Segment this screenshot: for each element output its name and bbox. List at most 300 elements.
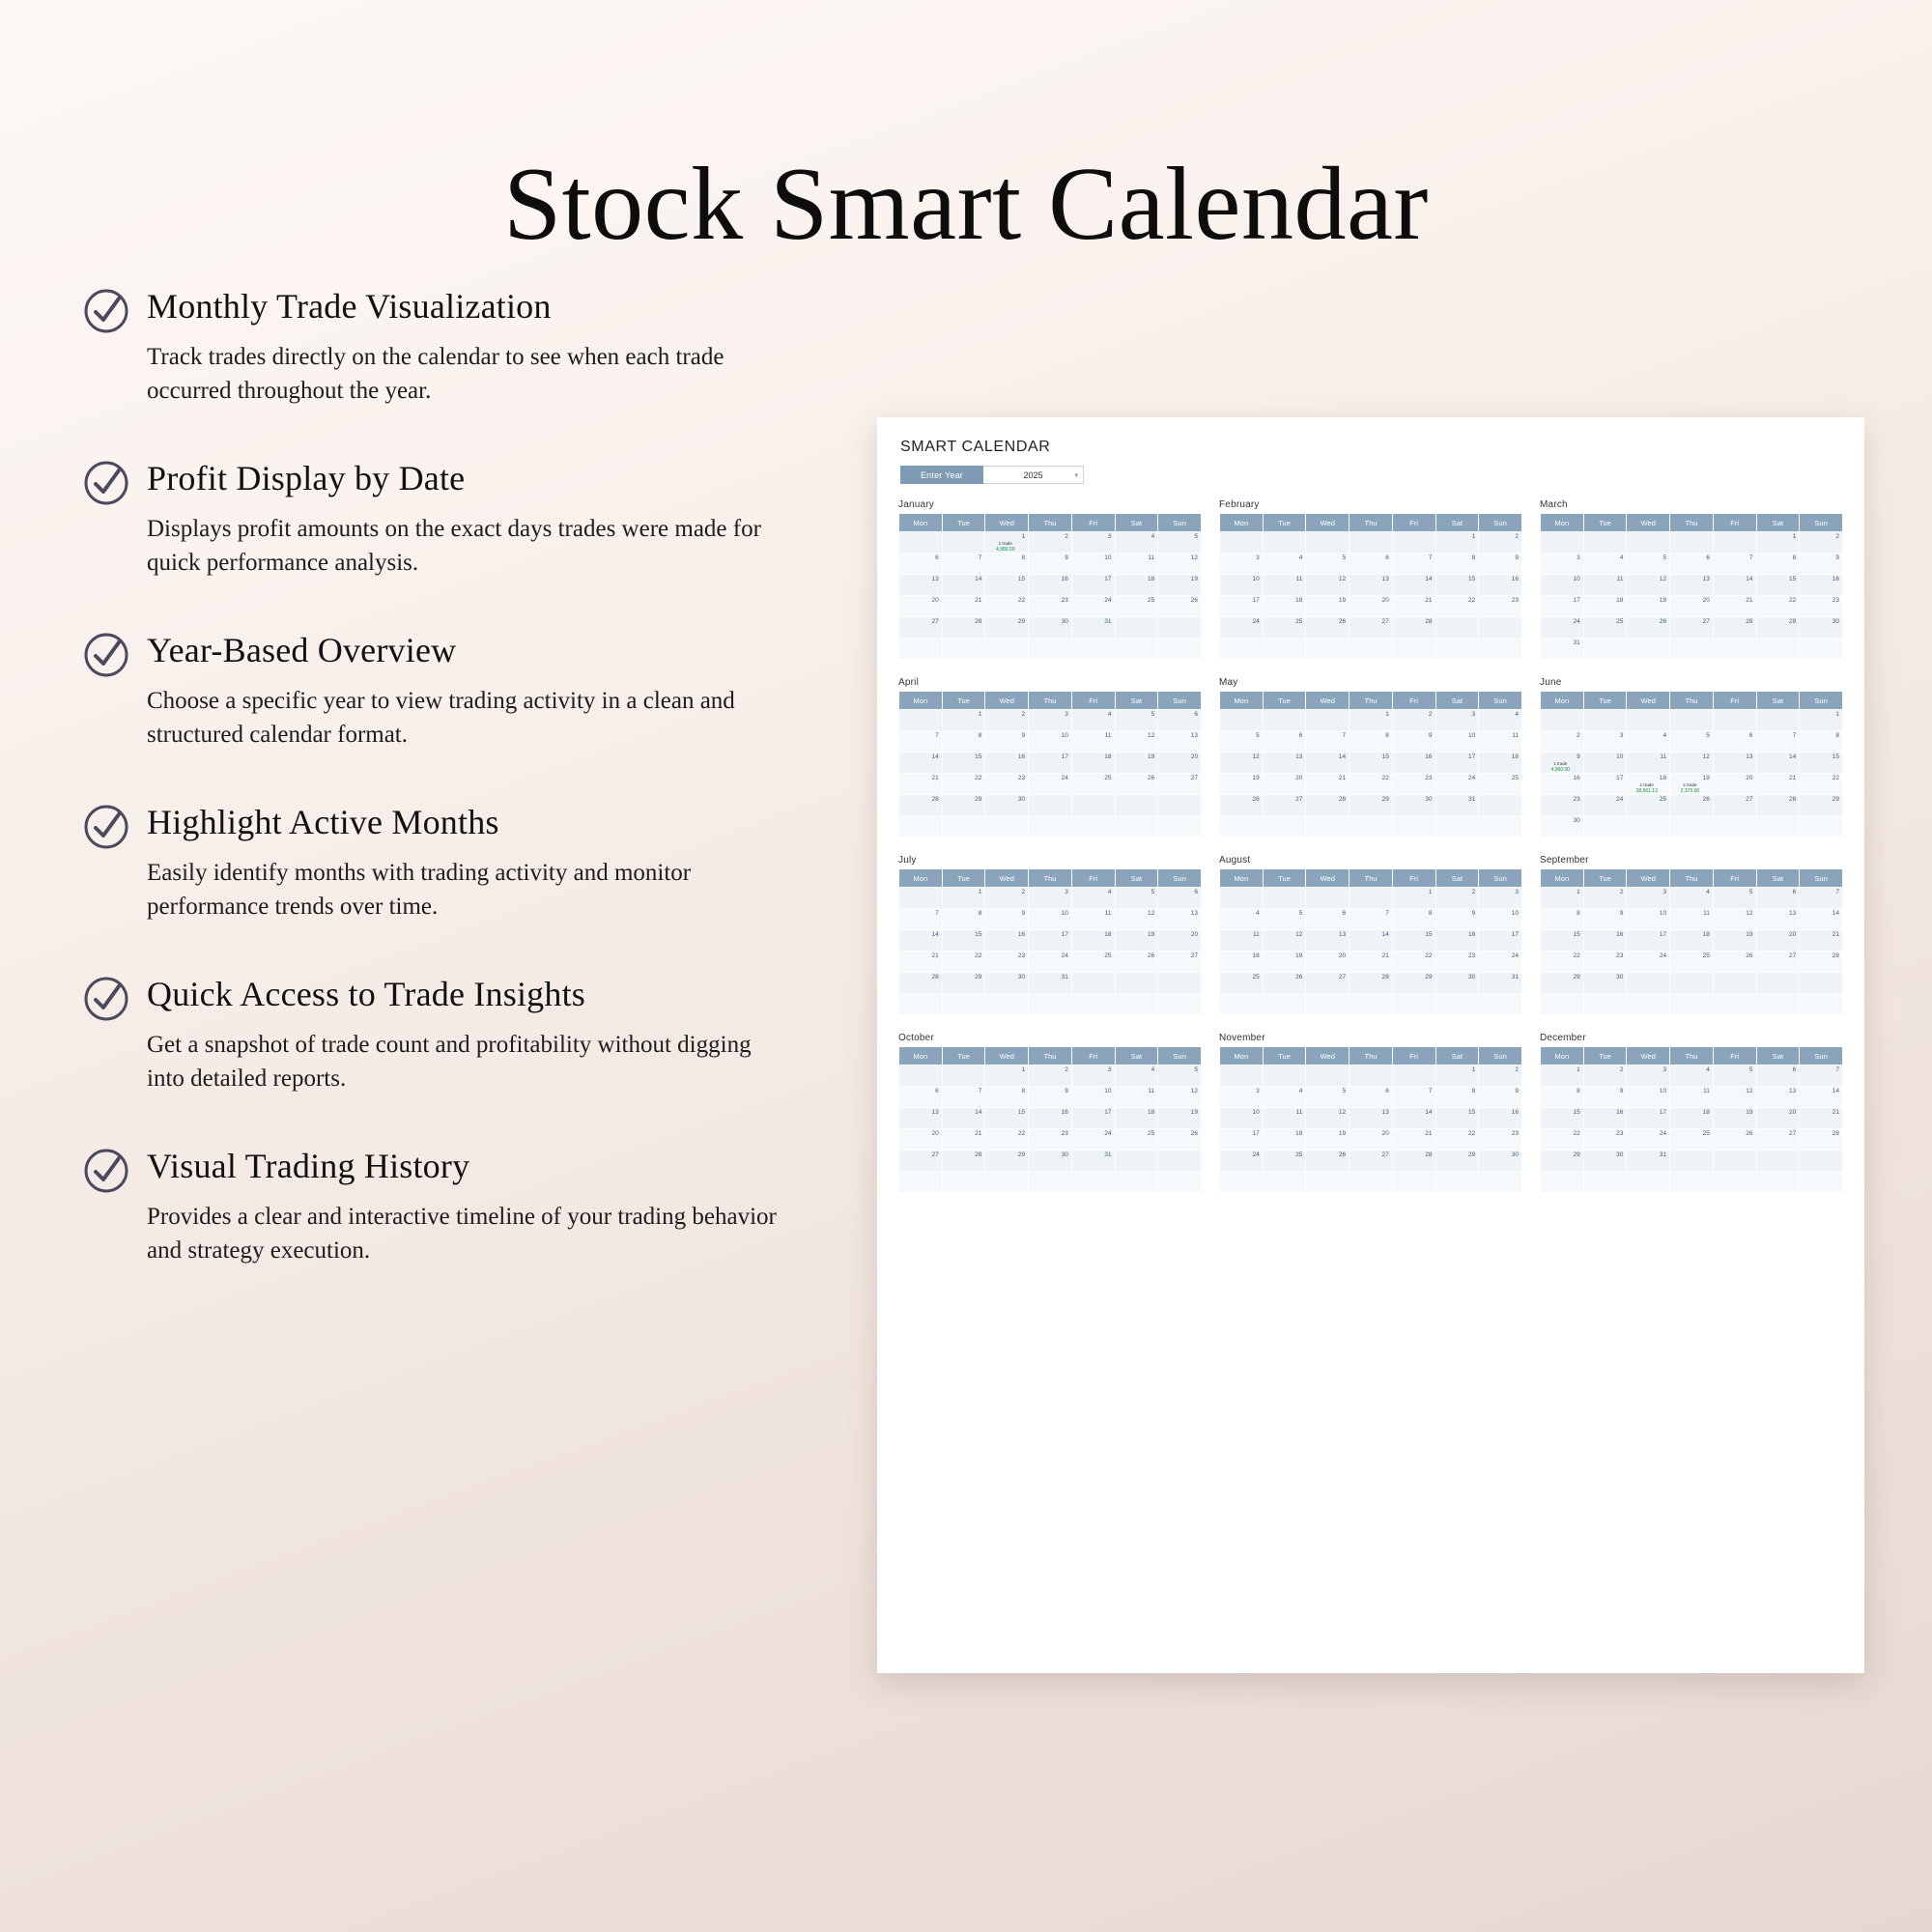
calendar-day-cell[interactable] (1263, 617, 1306, 639)
calendar-day-cell[interactable] (1583, 930, 1627, 952)
calendar-day-cell[interactable] (1220, 795, 1264, 816)
calendar-day-cell[interactable] (1263, 973, 1306, 994)
calendar-day-cell[interactable] (899, 575, 943, 596)
calendar-day-cell[interactable] (1756, 774, 1800, 795)
calendar-day-cell[interactable] (1029, 888, 1072, 909)
calendar-day-cell[interactable] (942, 888, 985, 909)
calendar-day-cell[interactable] (985, 596, 1029, 617)
calendar-day-cell[interactable] (985, 973, 1029, 994)
calendar-day-cell[interactable] (1583, 1087, 1627, 1108)
calendar-day-cell[interactable] (1029, 774, 1072, 795)
calendar-day-cell[interactable] (985, 753, 1029, 774)
calendar-day-cell[interactable] (1263, 1151, 1306, 1172)
calendar-day-cell[interactable] (1435, 774, 1479, 795)
calendar-day-cell[interactable] (1627, 1129, 1670, 1151)
calendar-day-cell[interactable] (1756, 1108, 1800, 1129)
calendar-day-cell[interactable] (985, 1065, 1029, 1087)
calendar-day-cell[interactable] (1350, 575, 1393, 596)
calendar-day-cell[interactable] (1435, 930, 1479, 952)
calendar-day-cell[interactable] (1158, 575, 1202, 596)
calendar-day-cell[interactable] (1029, 710, 1072, 731)
calendar-day-cell[interactable] (1541, 1151, 1584, 1172)
calendar-day-cell[interactable] (1029, 731, 1072, 753)
calendar-day-cell[interactable] (1541, 816, 1584, 838)
calendar-day-cell[interactable] (1392, 1129, 1435, 1151)
calendar-day-cell[interactable] (1713, 554, 1756, 575)
calendar-day-cell[interactable] (1541, 554, 1584, 575)
calendar-day-cell[interactable] (899, 1151, 943, 1172)
calendar-day-cell[interactable] (1071, 617, 1115, 639)
calendar-day-cell[interactable] (1541, 973, 1584, 994)
calendar-day-cell[interactable] (1158, 532, 1202, 554)
calendar-day-cell[interactable] (1670, 1087, 1714, 1108)
calendar-day-cell[interactable] (1627, 596, 1670, 617)
calendar-day-cell[interactable] (1071, 888, 1115, 909)
calendar-day-cell[interactable] (1029, 1065, 1072, 1087)
calendar-day-cell[interactable] (1220, 973, 1264, 994)
calendar-day-cell[interactable] (1115, 710, 1158, 731)
calendar-day-cell[interactable] (942, 1129, 985, 1151)
calendar-day-cell[interactable] (1541, 596, 1584, 617)
calendar-day-cell[interactable] (1435, 532, 1479, 554)
calendar-day-cell[interactable] (1220, 575, 1264, 596)
calendar-day-cell[interactable] (1071, 774, 1115, 795)
year-input[interactable] (983, 466, 1084, 484)
calendar-day-cell[interactable] (1756, 575, 1800, 596)
calendar-day-cell[interactable] (1263, 795, 1306, 816)
calendar-day-cell[interactable] (1800, 554, 1843, 575)
calendar-day-cell[interactable] (1029, 930, 1072, 952)
calendar-day-cell[interactable] (1627, 575, 1670, 596)
calendar-day-cell[interactable] (1479, 1151, 1522, 1172)
calendar-day-cell[interactable] (1392, 909, 1435, 930)
calendar-day-cell[interactable] (1029, 554, 1072, 575)
calendar-day-cell[interactable] (1583, 795, 1627, 816)
calendar-day-cell[interactable] (1306, 774, 1350, 795)
calendar-day-cell[interactable] (1392, 596, 1435, 617)
calendar-day-cell[interactable] (1583, 888, 1627, 909)
calendar-day-cell[interactable] (1158, 930, 1202, 952)
calendar-day-cell[interactable] (1800, 1108, 1843, 1129)
calendar-day-cell[interactable] (1583, 731, 1627, 753)
calendar-day-cell[interactable] (1115, 774, 1158, 795)
calendar-day-cell[interactable] (1713, 952, 1756, 973)
calendar-day-cell[interactable] (1435, 554, 1479, 575)
calendar-day-cell[interactable] (1800, 1065, 1843, 1087)
calendar-day-cell[interactable] (1029, 1129, 1072, 1151)
calendar-day-cell[interactable] (1583, 1151, 1627, 1172)
calendar-day-cell[interactable] (1756, 1087, 1800, 1108)
calendar-day-cell[interactable] (1115, 1129, 1158, 1151)
calendar-day-cell[interactable] (1627, 1065, 1670, 1087)
calendar-day-cell[interactable] (1435, 1129, 1479, 1151)
calendar-day-cell[interactable] (1670, 554, 1714, 575)
calendar-day-cell[interactable] (1479, 1087, 1522, 1108)
calendar-day-cell[interactable] (1115, 888, 1158, 909)
calendar-day-cell[interactable] (942, 617, 985, 639)
calendar-day-cell[interactable] (1479, 532, 1522, 554)
calendar-day-cell[interactable] (1670, 731, 1714, 753)
calendar-day-cell[interactable] (1263, 1129, 1306, 1151)
calendar-day-cell[interactable] (1220, 952, 1264, 973)
calendar-day-cell[interactable] (1670, 1108, 1714, 1129)
calendar-day-cell[interactable] (985, 1087, 1029, 1108)
calendar-day-cell[interactable] (1479, 774, 1522, 795)
calendar-day-cell[interactable] (1115, 596, 1158, 617)
calendar-day-cell[interactable] (899, 617, 943, 639)
calendar-day-cell[interactable] (1435, 710, 1479, 731)
calendar-day-cell[interactable] (1158, 1129, 1202, 1151)
calendar-day-cell[interactable] (1583, 952, 1627, 973)
calendar-day-cell[interactable] (1158, 888, 1202, 909)
calendar-day-cell[interactable] (1392, 753, 1435, 774)
calendar-day-cell[interactable] (1158, 753, 1202, 774)
calendar-day-cell[interactable] (1670, 1065, 1714, 1087)
calendar-day-cell[interactable] (1029, 532, 1072, 554)
calendar-day-cell[interactable] (1800, 909, 1843, 930)
calendar-day-cell[interactable] (899, 952, 943, 973)
calendar-day-cell[interactable] (1306, 596, 1350, 617)
calendar-day-cell[interactable] (1220, 1151, 1264, 1172)
calendar-day-cell[interactable] (1158, 909, 1202, 930)
calendar-day-cell[interactable] (1435, 575, 1479, 596)
calendar-day-cell[interactable] (1756, 596, 1800, 617)
calendar-day-cell[interactable] (1800, 731, 1843, 753)
calendar-day-cell[interactable] (1071, 532, 1115, 554)
calendar-day-cell[interactable] (1158, 554, 1202, 575)
calendar-day-cell[interactable] (1350, 617, 1393, 639)
calendar-day-cell[interactable] (1435, 795, 1479, 816)
calendar-day-cell[interactable] (1435, 952, 1479, 973)
calendar-day-cell[interactable] (1306, 909, 1350, 930)
calendar-day-cell[interactable] (1220, 774, 1264, 795)
calendar-day-cell[interactable] (1756, 753, 1800, 774)
calendar-day-cell[interactable] (1627, 952, 1670, 973)
calendar-day-cell[interactable] (1306, 1108, 1350, 1129)
calendar-day-cell[interactable] (1583, 554, 1627, 575)
calendar-day-cell[interactable] (1392, 795, 1435, 816)
calendar-day-cell[interactable] (1350, 952, 1393, 973)
calendar-day-cell[interactable] (1627, 1087, 1670, 1108)
calendar-day-cell[interactable] (1670, 753, 1714, 774)
calendar-day-cell[interactable] (1392, 1151, 1435, 1172)
calendar-day-cell[interactable] (1029, 596, 1072, 617)
calendar-day-cell[interactable] (1800, 795, 1843, 816)
calendar-day-cell[interactable] (1306, 753, 1350, 774)
calendar-day-cell[interactable] (1756, 952, 1800, 973)
calendar-day-cell[interactable] (1800, 930, 1843, 952)
calendar-day-cell[interactable] (1627, 554, 1670, 575)
calendar-day-cell[interactable] (1627, 909, 1670, 930)
calendar-day-cell[interactable] (899, 1129, 943, 1151)
calendar-day-cell[interactable] (1800, 1087, 1843, 1108)
calendar-day-cell[interactable] (942, 710, 985, 731)
calendar-day-cell[interactable] (1435, 1151, 1479, 1172)
calendar-day-cell[interactable] (1350, 753, 1393, 774)
calendar-day-cell[interactable] (1435, 753, 1479, 774)
calendar-day-cell[interactable] (942, 575, 985, 596)
calendar-day-cell[interactable] (942, 909, 985, 930)
calendar-day-cell[interactable] (1479, 753, 1522, 774)
calendar-day-cell[interactable] (1670, 596, 1714, 617)
calendar-day-cell[interactable] (899, 973, 943, 994)
calendar-day-cell[interactable] (1541, 952, 1584, 973)
calendar-day-cell[interactable] (1583, 1065, 1627, 1087)
calendar-day-cell[interactable] (1220, 753, 1264, 774)
calendar-day-cell[interactable] (942, 952, 985, 973)
calendar-day-cell[interactable] (1306, 1087, 1350, 1108)
calendar-day-cell[interactable] (1670, 774, 1714, 795)
calendar-day-cell[interactable] (1350, 554, 1393, 575)
calendar-day-cell[interactable] (1670, 795, 1714, 816)
calendar-day-cell[interactable] (942, 554, 985, 575)
calendar-day-cell[interactable] (1541, 795, 1584, 816)
calendar-day-cell[interactable] (1756, 1065, 1800, 1087)
calendar-day-cell[interactable] (1435, 1087, 1479, 1108)
calendar-day-cell[interactable] (1713, 930, 1756, 952)
calendar-day-cell[interactable] (1713, 1129, 1756, 1151)
calendar-day-cell[interactable] (1670, 909, 1714, 930)
calendar-day-cell[interactable] (1350, 1151, 1393, 1172)
calendar-day-cell[interactable] (1479, 1129, 1522, 1151)
calendar-day-cell[interactable] (1713, 888, 1756, 909)
calendar-day-cell[interactable] (1541, 774, 1584, 795)
calendar-day-cell[interactable] (1306, 1129, 1350, 1151)
calendar-day-cell[interactable] (1800, 532, 1843, 554)
calendar-day-cell[interactable] (1306, 795, 1350, 816)
calendar-day-cell[interactable] (1115, 1087, 1158, 1108)
calendar-day-cell[interactable] (985, 1108, 1029, 1129)
calendar-day-cell[interactable] (1263, 575, 1306, 596)
calendar-day-cell[interactable] (985, 952, 1029, 973)
calendar-day-cell[interactable] (1071, 554, 1115, 575)
calendar-day-cell[interactable] (1071, 731, 1115, 753)
calendar-day-cell[interactable] (1220, 731, 1264, 753)
calendar-day-cell[interactable] (1263, 753, 1306, 774)
calendar-day-cell[interactable] (1479, 575, 1522, 596)
calendar-day-cell[interactable] (1713, 596, 1756, 617)
calendar-day-cell[interactable] (1479, 888, 1522, 909)
calendar-day-cell[interactable] (1670, 575, 1714, 596)
calendar-day-cell[interactable] (1115, 1065, 1158, 1087)
calendar-day-cell[interactable] (1541, 1065, 1584, 1087)
calendar-day-cell[interactable] (1350, 1129, 1393, 1151)
calendar-day-cell[interactable] (1392, 575, 1435, 596)
calendar-day-cell[interactable] (1583, 973, 1627, 994)
calendar-day-cell[interactable] (1435, 596, 1479, 617)
calendar-day-cell[interactable] (1627, 731, 1670, 753)
calendar-day-cell[interactable] (1756, 888, 1800, 909)
calendar-day-cell[interactable] (1071, 1108, 1115, 1129)
calendar-day-cell[interactable] (1541, 1108, 1584, 1129)
calendar-day-cell[interactable] (1713, 795, 1756, 816)
calendar-day-cell[interactable] (1627, 1108, 1670, 1129)
calendar-day-cell[interactable] (1263, 554, 1306, 575)
calendar-day-cell[interactable] (1220, 1129, 1264, 1151)
calendar-day-cell[interactable] (1392, 888, 1435, 909)
calendar-day-cell[interactable] (1670, 930, 1714, 952)
calendar-day-cell[interactable] (1479, 596, 1522, 617)
calendar-day-cell[interactable] (1541, 639, 1584, 660)
calendar-day-cell[interactable] (1071, 909, 1115, 930)
calendar-day-cell[interactable] (899, 1087, 943, 1108)
calendar-day-cell[interactable] (1158, 731, 1202, 753)
calendar-day-cell[interactable] (1029, 909, 1072, 930)
calendar-day-cell[interactable] (1435, 973, 1479, 994)
calendar-day-cell[interactable] (1158, 596, 1202, 617)
calendar-day-cell[interactable] (1350, 1108, 1393, 1129)
calendar-day-cell[interactable] (1115, 532, 1158, 554)
calendar-day-cell[interactable] (1115, 952, 1158, 973)
calendar-day-cell[interactable] (1350, 731, 1393, 753)
calendar-day-cell[interactable] (1583, 753, 1627, 774)
calendar-day-cell[interactable] (985, 710, 1029, 731)
calendar-day-cell[interactable] (1541, 753, 1584, 774)
calendar-day-cell[interactable] (1029, 973, 1072, 994)
calendar-day-cell[interactable] (1583, 1129, 1627, 1151)
calendar-day-cell[interactable] (1670, 888, 1714, 909)
calendar-day-cell[interactable] (1541, 731, 1584, 753)
calendar-day-cell[interactable] (985, 1151, 1029, 1172)
calendar-day-cell[interactable] (1071, 930, 1115, 952)
calendar-day-cell[interactable] (899, 731, 943, 753)
calendar-day-cell[interactable] (1350, 774, 1393, 795)
calendar-day-cell[interactable] (1029, 952, 1072, 973)
calendar-day-cell[interactable] (1029, 753, 1072, 774)
calendar-day-cell[interactable] (1800, 753, 1843, 774)
calendar-day-cell[interactable] (1435, 888, 1479, 909)
calendar-day-cell[interactable] (1627, 753, 1670, 774)
calendar-day-cell[interactable] (1756, 909, 1800, 930)
calendar-day-cell[interactable] (1220, 554, 1264, 575)
calendar-day-cell[interactable] (942, 753, 985, 774)
calendar-day-cell[interactable] (1071, 1129, 1115, 1151)
calendar-day-cell[interactable] (942, 973, 985, 994)
calendar-day-cell[interactable] (1627, 1151, 1670, 1172)
calendar-day-cell[interactable] (1479, 554, 1522, 575)
calendar-day-cell[interactable] (1115, 753, 1158, 774)
calendar-day-cell[interactable] (985, 774, 1029, 795)
calendar-day-cell[interactable] (1392, 554, 1435, 575)
calendar-day-cell[interactable] (1583, 617, 1627, 639)
calendar-day-cell[interactable] (1541, 617, 1584, 639)
calendar-day-cell[interactable] (899, 930, 943, 952)
calendar-day-cell[interactable] (1435, 1065, 1479, 1087)
calendar-day-cell[interactable] (1713, 617, 1756, 639)
calendar-day-cell[interactable] (1306, 952, 1350, 973)
calendar-day-cell[interactable] (985, 888, 1029, 909)
calendar-day-cell[interactable] (942, 795, 985, 816)
calendar-day-cell[interactable] (1220, 596, 1264, 617)
calendar-day-cell[interactable] (1713, 1087, 1756, 1108)
calendar-day-cell[interactable] (1479, 930, 1522, 952)
calendar-day-cell[interactable] (1479, 1065, 1522, 1087)
calendar-day-cell[interactable] (1029, 617, 1072, 639)
calendar-day-cell[interactable] (1627, 774, 1670, 795)
calendar-day-cell[interactable] (1713, 753, 1756, 774)
year-selector-row[interactable] (900, 466, 1084, 484)
calendar-day-cell[interactable] (1756, 554, 1800, 575)
calendar-day-cell[interactable] (1392, 774, 1435, 795)
calendar-day-cell[interactable] (1029, 1108, 1072, 1129)
calendar-day-cell[interactable] (1029, 1087, 1072, 1108)
calendar-day-cell[interactable] (899, 596, 943, 617)
calendar-day-cell[interactable] (1713, 774, 1756, 795)
calendar-day-cell[interactable] (1800, 888, 1843, 909)
calendar-day-cell[interactable] (1583, 1108, 1627, 1129)
calendar-day-cell[interactable] (1713, 1108, 1756, 1129)
calendar-day-cell[interactable] (1479, 731, 1522, 753)
calendar-day-cell[interactable] (1306, 617, 1350, 639)
calendar-day-cell[interactable] (1541, 1129, 1584, 1151)
calendar-day-cell[interactable] (1350, 710, 1393, 731)
calendar-day-cell[interactable] (1306, 575, 1350, 596)
calendar-day-cell[interactable] (1479, 909, 1522, 930)
calendar-day-cell[interactable] (1263, 1108, 1306, 1129)
calendar-day-cell[interactable] (1115, 930, 1158, 952)
calendar-day-cell[interactable] (942, 1151, 985, 1172)
chevron-down-icon[interactable]: ▾ (1074, 471, 1078, 479)
calendar-day-cell[interactable] (1306, 973, 1350, 994)
calendar-day-cell[interactable] (1029, 1151, 1072, 1172)
calendar-day-cell[interactable] (1670, 617, 1714, 639)
calendar-day-cell[interactable] (1583, 596, 1627, 617)
calendar-day-cell[interactable] (1541, 888, 1584, 909)
calendar-day-cell[interactable] (899, 1108, 943, 1129)
calendar-day-cell[interactable] (1071, 1087, 1115, 1108)
calendar-day-cell[interactable] (1263, 930, 1306, 952)
calendar-day-cell[interactable] (1306, 1151, 1350, 1172)
calendar-day-cell[interactable] (1392, 731, 1435, 753)
calendar-day-cell[interactable] (899, 795, 943, 816)
calendar-day-cell[interactable] (1263, 1087, 1306, 1108)
calendar-day-cell[interactable] (942, 731, 985, 753)
calendar-day-cell[interactable] (1071, 1065, 1115, 1087)
calendar-day-cell[interactable] (1800, 617, 1843, 639)
calendar-day-cell[interactable] (1115, 1108, 1158, 1129)
calendar-day-cell[interactable] (1392, 973, 1435, 994)
calendar-day-cell[interactable] (1071, 753, 1115, 774)
calendar-day-cell[interactable] (985, 731, 1029, 753)
calendar-day-cell[interactable] (1583, 909, 1627, 930)
calendar-day-cell[interactable] (1350, 1087, 1393, 1108)
calendar-day-cell[interactable] (1306, 554, 1350, 575)
calendar-day-cell[interactable] (1392, 952, 1435, 973)
calendar-day-cell[interactable] (1800, 575, 1843, 596)
calendar-day-cell[interactable] (942, 774, 985, 795)
calendar-day-cell[interactable] (1115, 554, 1158, 575)
calendar-day-cell[interactable] (1158, 710, 1202, 731)
calendar-day-cell[interactable] (985, 575, 1029, 596)
calendar-day-cell[interactable] (942, 1108, 985, 1129)
calendar-day-cell[interactable] (985, 795, 1029, 816)
calendar-day-cell[interactable] (1115, 909, 1158, 930)
calendar-day-cell[interactable] (985, 532, 1029, 554)
calendar-day-cell[interactable] (1627, 888, 1670, 909)
calendar-day-cell[interactable] (1350, 973, 1393, 994)
calendar-day-cell[interactable] (899, 554, 943, 575)
calendar-day-cell[interactable] (985, 909, 1029, 930)
calendar-day-cell[interactable] (1071, 710, 1115, 731)
calendar-day-cell[interactable] (1392, 1087, 1435, 1108)
calendar-day-cell[interactable] (899, 753, 943, 774)
calendar-day-cell[interactable] (1158, 774, 1202, 795)
calendar-day-cell[interactable] (1479, 973, 1522, 994)
calendar-day-cell[interactable] (942, 596, 985, 617)
calendar-day-cell[interactable] (1071, 1151, 1115, 1172)
calendar-day-cell[interactable] (1800, 774, 1843, 795)
calendar-day-cell[interactable] (1435, 909, 1479, 930)
